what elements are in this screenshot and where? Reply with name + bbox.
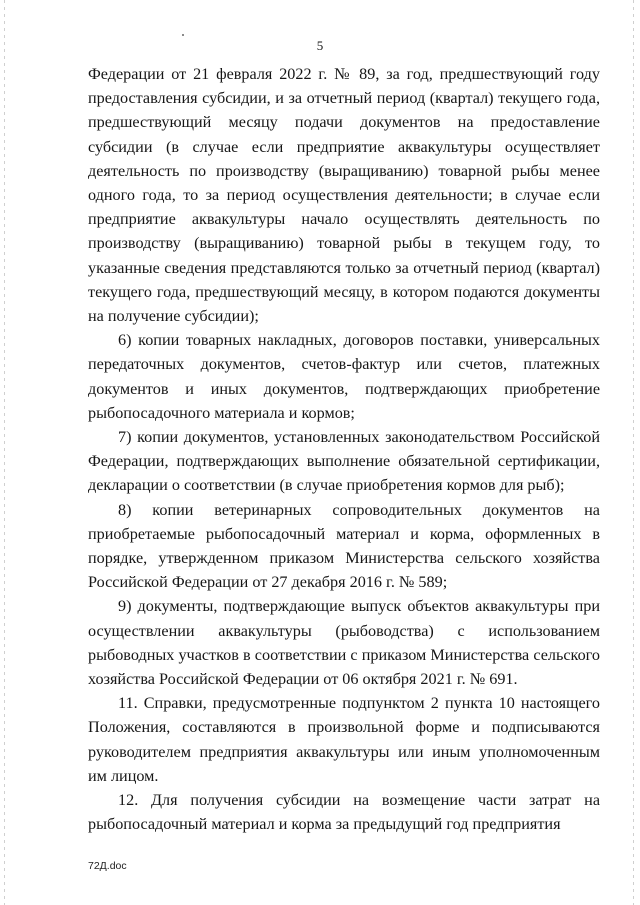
paragraph-item-9: 9) документы, подтверждающие выпуск объектов аквакультуры при осуществлении аквакультуры (рыбоводства) с использованием рыбоводных участков в соответствии с приказом Министерства сельского хозяйства Российской Федерации от 06 октября 2021 г. № 691.: [88, 597, 600, 689]
paragraph-item-8: 8) копии ветеринарных сопроводительных документов на приобретаемые рыбопосадочный материал и корма, оформленных в порядке, утвержденном приказом Министерства сельского хозяйства Российской Федерации от 27 декабря 2016 г. № 589;: [88, 500, 600, 592]
paragraph-item-6: 6) копии товарных накладных, договоров поставки, универсальных передаточных документов, счетов-фактур или счетов, платежных документов и иных документов, подтверждающих приобретение рыбопосадочного материала и кормов;: [88, 331, 600, 422]
footer-filename: 72Д.doc: [88, 860, 127, 872]
page-number: 5: [316, 38, 324, 53]
paragraph-item-11: 11. Справки, предусмотренные подпунктом 2 пункта 10 настоящего Положения, составляются в произвольной форме и подписываются руководителем предприятия аквакультуры или иным уполномоченным им лицом.: [88, 694, 600, 785]
scan-edge-right: [633, 0, 634, 905]
paragraph-continuation: Федерации от 21 февраля 2022 г. № 89, за год, предшествующий году предоставления субсидии, и за отчетный период (квартал) текущего года, предшествующий месяцу подачи документов на предоставление субсидии (в случае если предприятие аквакультуры осуществляет деятельность по производству (выращиванию) товарной рыбы менее одного года, то за период осуществления деятельности; в случае если предприятие аквакультуры начало осуществлять деятельность по производству (выращиванию) товарной рыбы в текущем году, то указанные сведения представляются только за отчетный период (квартал) текущего года, предшествующий месяцу, в котором подаются документы на получение субсидии);: [88, 65, 600, 326]
paragraph-item-12: 12. Для получения субсидии на возмещение части затрат на рыбопосадочный материал и корма за предыдущий год предприятия: [88, 791, 600, 834]
document-body: [88, 62, 600, 837]
scan-edge-left: [4, 0, 5, 905]
paragraph-item-7: 7) копии документов, установленных законодательством Российской Федерации, подтверждающих выполнение обязательной сертификации, декларации о соответствии (в случае приобретения кормов для рыб);: [88, 428, 600, 495]
scan-speck: [182, 34, 184, 36]
